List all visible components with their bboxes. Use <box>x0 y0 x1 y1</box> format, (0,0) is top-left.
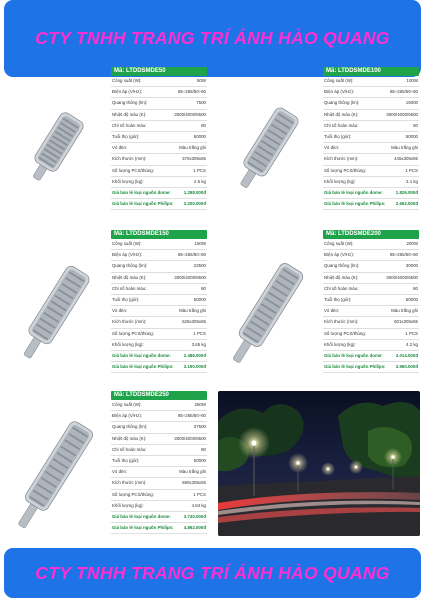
spec-value: 1.826.000đ <box>395 189 418 195</box>
spec-value: 80 <box>413 285 418 291</box>
spec-value: 3.014.000đ <box>395 352 418 358</box>
spec-row-housing <box>323 306 419 317</box>
product-code: Mã: LTDDSMDE200 <box>323 230 419 239</box>
spec-value: 50000 <box>193 133 206 139</box>
spec-row-qty <box>323 329 419 340</box>
streetlight-image <box>216 67 321 217</box>
spec-row-cri <box>111 121 207 132</box>
spec-value: 370x305x65 <box>182 156 206 162</box>
spec-value: 3.960.000đ <box>395 364 418 370</box>
spec-value: 601x305x65 <box>394 319 418 325</box>
spec-row-life <box>111 132 207 143</box>
spec-value: 85÷265/50÷60 <box>389 89 418 95</box>
spec-row-cri <box>111 445 207 456</box>
spec-value: 50W <box>196 78 206 83</box>
spec-value: Màu trắng ghi <box>179 308 206 314</box>
spec-label: Vỏ đèn: <box>324 308 340 314</box>
spec-value: 4.84 kg <box>191 502 206 508</box>
spec-label: Tuổi thọ (giờ): <box>112 133 140 139</box>
spec-row-power <box>323 239 419 250</box>
spec-value: 80 <box>201 446 206 452</box>
spec-row-power <box>111 76 207 87</box>
spec-table <box>323 67 419 210</box>
spec-label: Chỉ số hoàn màu: <box>112 285 147 291</box>
spec-label: Công suất (W): <box>324 78 354 83</box>
spec-value: 80 <box>413 122 418 128</box>
product-code: Mã: LTDDSMDE50 <box>111 67 207 76</box>
spec-label: Giá bán lẻ loại nguồn Philips: <box>112 201 174 207</box>
company-name: CTY TNHH TRANG TRÍ ÁNH HÀO QUANG <box>35 28 390 48</box>
spec-row-voltage <box>323 250 419 261</box>
spec-value: 525x305x65 <box>182 319 206 325</box>
spec-row-housing <box>111 467 207 478</box>
spec-row-life <box>323 295 419 306</box>
spec-value: Màu trắng ghi <box>179 145 206 151</box>
spec-value: 1 PCS <box>193 330 206 336</box>
spec-value: 50000 <box>405 296 418 302</box>
spec-value: 1 PCS <box>405 167 418 173</box>
product-card <box>216 230 416 380</box>
spec-row-size <box>111 478 207 489</box>
spec-table <box>111 67 207 210</box>
spec-label: Giá bán lẻ loại nguồn Philips: <box>112 364 174 370</box>
spec-label: Nhiệt độ màu (K): <box>324 274 359 280</box>
spec-label: Công suất (W): <box>112 402 142 407</box>
spec-label: Điện áp (V/Hz): <box>112 89 143 95</box>
spec-label: Tuổi thọ (giờ): <box>112 457 140 463</box>
spec-row-housing <box>111 143 207 154</box>
spec-row-price-philips <box>323 362 419 373</box>
spec-row-cri <box>111 284 207 295</box>
spec-label: Giá bán lẻ loại nguồn dome: <box>324 189 383 195</box>
spec-row-weight <box>111 177 207 188</box>
spec-row-cct <box>323 273 419 284</box>
product-code: Mã: LTDDSMDE100 <box>323 67 419 76</box>
spec-value: 250W <box>194 402 206 407</box>
spec-label: Khối lượng (kg): <box>112 178 144 184</box>
spec-row-cct <box>111 434 207 445</box>
spec-label: Nhiệt độ màu (K): <box>112 111 147 117</box>
spec-value: 3.1 kg <box>406 178 418 184</box>
spec-row-weight <box>111 340 207 351</box>
spec-label: Tuổi thọ (giờ): <box>324 133 352 139</box>
spec-label: Kích thước (mm): <box>324 156 359 162</box>
spec-value: 3000/4000/6500 <box>386 274 418 280</box>
spec-label: Quang thông (lm): <box>324 263 360 269</box>
spec-row-qty <box>111 490 207 501</box>
product-card <box>4 391 204 541</box>
spec-label: Nhiệt độ màu (K): <box>324 111 359 117</box>
spec-row-life <box>111 456 207 467</box>
spec-label: Giá bán lẻ loại nguồn dome: <box>112 189 171 195</box>
spec-label: Giá bán lẻ loại nguồn dome: <box>112 513 171 519</box>
spec-row-price-dome <box>323 188 419 199</box>
spec-value: 1 PCS <box>193 167 206 173</box>
spec-row-qty <box>323 166 419 177</box>
spec-row-size <box>111 154 207 165</box>
spec-label: Chỉ số hoàn màu: <box>112 122 147 128</box>
spec-label: Khối lượng (kg): <box>112 341 144 347</box>
spec-row-life <box>323 132 419 143</box>
spec-row-size <box>323 317 419 328</box>
spec-row-weight <box>111 501 207 512</box>
spec-row-voltage <box>111 411 207 422</box>
spec-value: 4.2 kg <box>406 341 418 347</box>
spec-label: Quang thông (lm): <box>112 100 148 106</box>
spec-value: 680x305x65 <box>182 480 206 486</box>
spec-row-housing <box>323 143 419 154</box>
spec-label: Kích thước (mm): <box>324 319 359 325</box>
spec-row-housing <box>111 306 207 317</box>
product-code: Mã: LTDDSMDE250 <box>111 391 207 400</box>
spec-row-flux <box>323 98 419 109</box>
spec-label: Nhiệt độ màu (K): <box>112 435 147 441</box>
product-card <box>216 67 416 217</box>
spec-label: Số lượng PCS/thùng: <box>112 167 154 173</box>
spec-row-life <box>111 295 207 306</box>
spec-row-power <box>323 76 419 87</box>
spec-label: Số lượng PCS/thùng: <box>324 167 366 173</box>
spec-label: Chỉ số hoàn màu: <box>324 122 359 128</box>
spec-row-price-dome <box>111 512 207 523</box>
spec-value: 3.190.000đ <box>183 364 206 370</box>
spec-row-price-philips <box>111 362 207 373</box>
spec-row-voltage <box>111 250 207 261</box>
spec-row-flux <box>111 422 207 433</box>
streetlight-image <box>4 230 109 380</box>
spec-row-voltage <box>111 87 207 98</box>
spec-label: Tuổi thọ (giờ): <box>324 296 352 302</box>
spec-value: 85÷265/50÷60 <box>177 413 206 419</box>
spec-label: Quang thông (lm): <box>324 100 360 106</box>
spec-row-weight <box>323 340 419 351</box>
spec-row-price-dome <box>111 188 207 199</box>
product-card <box>4 67 204 217</box>
spec-label: Khối lượng (kg): <box>324 341 356 347</box>
spec-value: 1 PCS <box>193 491 206 497</box>
spec-row-cri <box>323 284 419 295</box>
spec-table <box>323 230 419 373</box>
spec-value: 2.486.000đ <box>183 352 206 358</box>
spec-value: 7500 <box>196 100 206 106</box>
spec-row-price-philips <box>111 523 207 534</box>
spec-label: Giá bán lẻ loại nguồn Philips: <box>324 201 386 207</box>
spec-label: Kích thước (mm): <box>112 156 147 162</box>
spec-row-flux <box>323 261 419 272</box>
spec-label: Giá bán lẻ loại nguồn dome: <box>112 352 171 358</box>
spec-label: Nhiệt độ màu (K): <box>112 274 147 280</box>
spec-value: 3000/4000/6500 <box>174 435 206 441</box>
spec-row-price-dome <box>323 351 419 362</box>
spec-value: 445x305x65 <box>394 156 418 162</box>
spec-label: Vỏ đèn: <box>112 308 128 314</box>
spec-value: 50000 <box>193 457 206 463</box>
spec-value: 85÷265/50÷60 <box>177 252 206 258</box>
spec-value: 3000/4000/6500 <box>174 274 206 280</box>
spec-label: Khối lượng (kg): <box>112 502 144 508</box>
spec-value: Màu trắng ghi <box>391 145 418 151</box>
spec-row-price-philips <box>323 199 419 210</box>
spec-label: Kích thước (mm): <box>112 319 147 325</box>
spec-row-cct <box>111 110 207 121</box>
spec-value: 22500 <box>193 263 206 269</box>
spec-row-price-philips <box>111 199 207 210</box>
spec-row-qty <box>111 166 207 177</box>
spec-row-cct <box>111 273 207 284</box>
product-code: Mã: LTDDSMDE150 <box>111 230 207 239</box>
spec-label: Chỉ số hoàn màu: <box>324 285 359 291</box>
spec-label: Vỏ đèn: <box>112 469 128 475</box>
spec-label: Giá bán lẻ loại nguồn dome: <box>324 352 383 358</box>
spec-row-weight <box>323 177 419 188</box>
spec-label: Công suất (W): <box>112 241 142 246</box>
spec-value: 150W <box>194 241 206 246</box>
spec-value: 2.5 kg <box>194 178 206 184</box>
spec-label: Giá bán lẻ loại nguồn Philips: <box>324 364 386 370</box>
spec-label: Vỏ đèn: <box>112 145 128 151</box>
spec-value: 3.65 kg <box>191 341 206 347</box>
spec-table <box>111 230 207 373</box>
spec-label: Công suất (W): <box>112 78 142 83</box>
spec-row-flux <box>111 98 207 109</box>
spec-value: 4.862.000đ <box>183 525 206 531</box>
spec-value: 200W <box>406 241 418 246</box>
spec-row-size <box>323 154 419 165</box>
spec-value: 2.662.000đ <box>395 201 418 207</box>
spec-value: 3000/4000/6500 <box>174 111 206 117</box>
spec-table <box>111 391 207 534</box>
spec-value: 3000/4000/6500 <box>386 111 418 117</box>
spec-label: Số lượng PCS/thùng: <box>324 330 366 336</box>
company-name: CTY TNHH TRANG TRÍ ÁNH HÀO QUANG <box>35 562 390 583</box>
spec-row-qty <box>111 329 207 340</box>
spec-value: 50000 <box>405 133 418 139</box>
spec-label: Công suất (W): <box>324 241 354 246</box>
spec-label: Chỉ số hoàn màu: <box>112 446 147 452</box>
streetlight-image <box>216 230 321 380</box>
spec-value: 85÷265/50÷60 <box>389 252 418 258</box>
spec-row-power <box>111 400 207 411</box>
spec-row-cct <box>323 110 419 121</box>
spec-value: 50000 <box>193 296 206 302</box>
street-night-photo <box>218 391 420 536</box>
spec-value: 1.298.000đ <box>183 189 206 195</box>
streetlight-image <box>4 391 109 541</box>
spec-value: 37500 <box>193 424 206 430</box>
spec-value: 15000 <box>405 100 418 106</box>
spec-row-power <box>111 239 207 250</box>
spec-label: Quang thông (lm): <box>112 263 148 269</box>
spec-label: Điện áp (V/Hz): <box>112 252 143 258</box>
spec-value: Màu trắng ghi <box>179 469 206 475</box>
spec-row-voltage <box>323 87 419 98</box>
spec-label: Điện áp (V/Hz): <box>324 89 355 95</box>
spec-value: 80 <box>201 285 206 291</box>
spec-value: 2.200.000đ <box>183 201 206 207</box>
spec-label: Điện áp (V/Hz): <box>112 413 143 419</box>
spec-row-size <box>111 317 207 328</box>
spec-label: Vỏ đèn: <box>324 145 340 151</box>
footer-banner <box>4 548 421 598</box>
spec-label: Số lượng PCS/thùng: <box>112 491 154 497</box>
product-card <box>4 230 204 380</box>
spec-label: Kích thước (mm): <box>112 480 147 486</box>
spec-row-cri <box>323 121 419 132</box>
spec-label: Khối lượng (kg): <box>324 178 356 184</box>
spec-row-price-dome <box>111 351 207 362</box>
spec-value: 100W <box>406 78 418 83</box>
spec-label: Giá bán lẻ loại nguồn Philips: <box>112 525 174 531</box>
spec-label: Điện áp (V/Hz): <box>324 252 355 258</box>
spec-label: Quang thông (lm): <box>112 424 148 430</box>
spec-label: Số lượng PCS/thùng: <box>112 330 154 336</box>
spec-row-flux <box>111 261 207 272</box>
streetlight-image <box>4 67 109 217</box>
spec-value: Màu trắng ghi <box>391 308 418 314</box>
spec-value: 3.740.000đ <box>183 513 206 519</box>
spec-value: 85÷265/50÷60 <box>177 89 206 95</box>
spec-value: 80 <box>201 122 206 128</box>
spec-value: 30000 <box>405 263 418 269</box>
header-banner <box>4 0 421 77</box>
spec-label: Tuổi thọ (giờ): <box>112 296 140 302</box>
spec-value: 1 PCS <box>405 330 418 336</box>
